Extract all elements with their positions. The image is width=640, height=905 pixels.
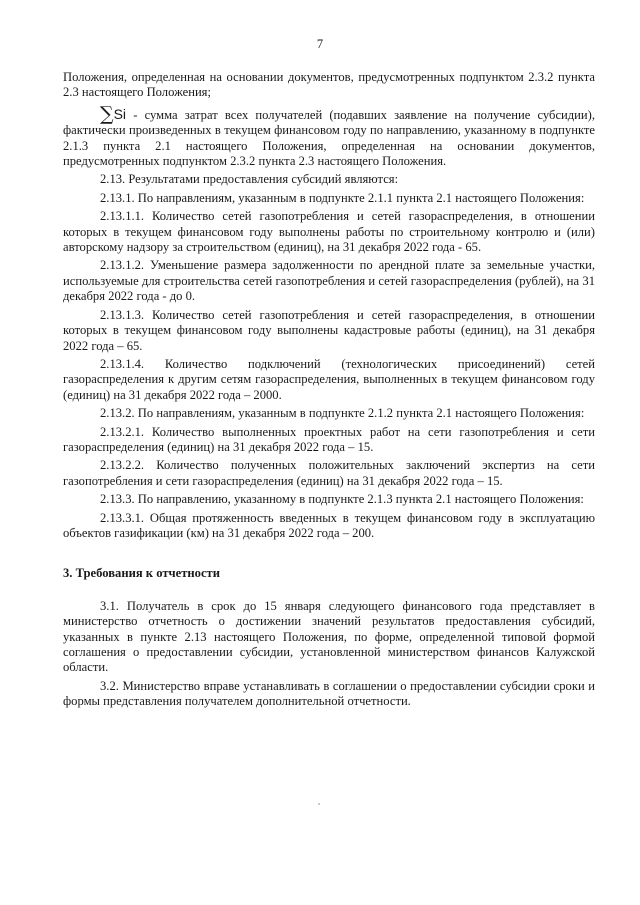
document-body [63,70,595,710]
scan-speck [318,803,320,805]
formula-variable: Si [113,105,127,122]
paragraph-2-13-2-2: 2.13.2.2. Количество полученных положительных заключений экспертиз на сети газопотребления и сети газораспределения (единиц) на 31 декабря 2022 года – 15. [63,458,595,488]
sum-definition-text: - сумма затрат всех получателей (подавших заявление на получение субсидии), фактически произведенных в текущем финансовом году по направлению, указанному в подпункте 2.1.3 пункта 2.1 настоящего Положения, определенная на основании документов, предусмотренных подпунктом 2.3.2 пункта 2.3 настоящего Положения. [63,107,595,169]
paragraph-2-13-2-1: 2.13.2.1. Количество выполненных проектных работ на сети газопотребления и сети газораспределения (единиц) на 31 декабря 2022 года – 15. [63,424,595,454]
paragraph-2-13-1-1: 2.13.1.1. Количество сетей газопотребления и сетей газораспределения, в отношении которых в текущем финансовом году выполнены работы по строительному контролю и (или) авторскому надзору за строительством (единиц), на 31 декабря 2022 года - 65. [63,209,595,255]
paragraph-3-2: 3.2. Министерство вправе устанавливать в соглашении о предоставлении субсидии сроки и формы представления получателем дополнительной отчетности. [63,678,595,709]
page-number: 7 [316,37,324,51]
paragraph-2-13-3: 2.13.3. По направлению, указанному в подпункте 2.1.3 пункта 2.1 настоящего Положения: [100,492,584,507]
paragraph-2-13: 2.13. Результатами предоставления субсидий являются: [100,172,399,187]
paragraph-2-13-1-2: 2.13.1.2. Уменьшение размера задолженности по арендной плате за земельные участки, используемые для строительства сетей газопотребления и сетей газораспределения (рублей), на 31 декабря 2022 года - до 0. [63,258,595,304]
paragraph-2-13-1-4: 2.13.1.4. Количество подключений (технологических присоединений) сетей газораспределения к другим сетям газораспределения, выполненных в текущем финансовом году (единиц) на 31 декабря 2022 года – 2000. [63,356,595,402]
paragraph-continuation: Положения, определенная на основании документов, предусмотренных подпунктом 2.3.2 пункта 2.3 настоящего Положения; [63,70,595,100]
paragraph-2-13-3-1: 2.13.3.1. Общая протяженность введенных в текущем финансовом году в эксплуатацию объектов газификации (км) на 31 декабря 2022 года – 200. [63,510,595,540]
paragraph-3-1: 3.1. Получатель в срок до 15 января следующего финансового года представляет в министерство отчетность о достижении значений результатов предоставления субсидий, указанных в пункте 2.13 настоящего Положения, по форме, определенной типовой формой соглашения о предоставлении субсидии, установленной министерством финансов Калужской области. [63,598,595,675]
sum-symbol: ∑ [100,102,114,125]
paragraph-sum-definition [63,102,595,170]
paragraph-2-13-2: 2.13.2. По направлениям, указанным в подпункте 2.1.2 пункта 2.1 настоящего Положения: [100,406,585,421]
paragraph-2-13-1-3: 2.13.1.3. Количество сетей газопотребления и сетей газораспределения, в отношении которых в текущем финансовом году выполнены кадастровые работы (единиц), на 31 декабря 2022 года – 65. [63,307,595,353]
section-heading: 3. Требования к отчетности [63,566,220,581]
paragraph-2-13-1: 2.13.1. По направлениям, указанным в подпункте 2.1.1 пункта 2.1 настоящего Положения: [100,190,585,205]
